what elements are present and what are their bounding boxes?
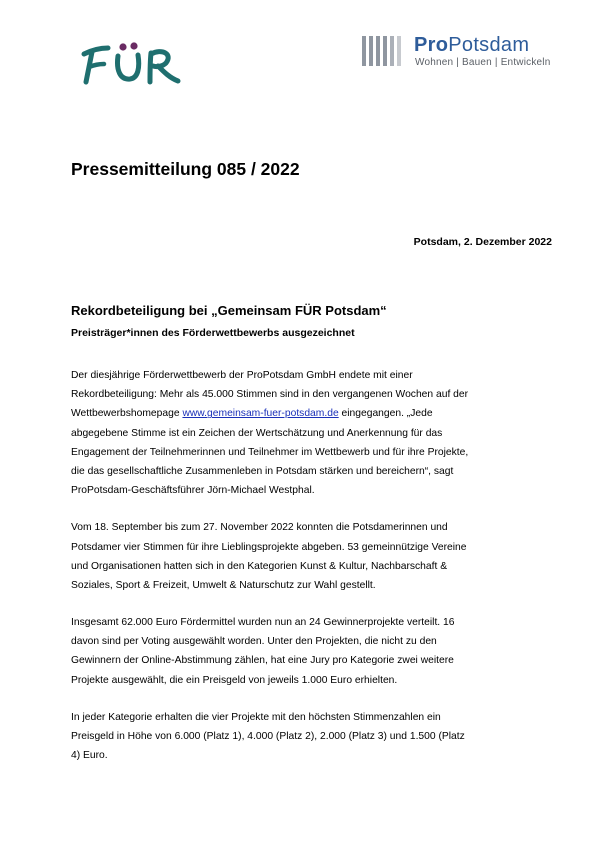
paragraph <box>71 708 541 766</box>
fur-logo-graphic <box>78 38 198 88</box>
website-link[interactable]: www.gemeinsam-fuer-potsdam.de <box>182 408 339 420</box>
headline: Rekordbeteiligung bei „Gemeinsam FÜR Potsdam“ <box>71 303 387 318</box>
text-line: davon sind per Voting ausgewählt worden. Unter den Projekten, die nicht zu den <box>71 636 437 648</box>
text-segment: eingegangen. „Jede <box>338 408 433 420</box>
body-text <box>71 366 541 783</box>
fur-logo <box>78 38 198 88</box>
text-line: ProPotsdam-Geschäftsführer Jörn-Michael Westphal. <box>71 485 315 497</box>
text-line: Vom 18. September bis zum 27. November 2022 konnten die Potsdamerinnen und <box>71 522 448 534</box>
text-line: Soziales, Sport & Freizeit, Umwelt & Naturschutz zur Wahl gestellt. <box>71 579 376 591</box>
text-line: Insgesamt 62.000 Euro Fördermittel wurden nun an 24 Gewinnerprojekte verteilt. 16 <box>71 617 455 629</box>
text-line: Potsdamer vier Stimmen für ihre Lieblingsprojekte abgeben. 53 gemeinnützige Vereine <box>71 541 467 553</box>
propotsdam-bars-icon <box>362 36 406 66</box>
text-line: Preisgeld in Höhe von 6.000 (Platz 1), 4.000 (Platz 2), 2.000 (Platz 3) und 1.500 (Platz <box>71 731 465 742</box>
propotsdam-tagline: Wohnen | Bauen | Entwickeln <box>415 57 551 68</box>
paragraph <box>71 613 541 690</box>
release-date: Potsdam, 2. Dezember 2022 <box>413 236 552 248</box>
paragraph <box>71 366 541 500</box>
text-line: die das gesellschaftliche Zusammenleben in Potsdam stärken und bereichern“, sagt <box>71 465 454 477</box>
text-line: Rekordbeteiligung: Mehr als 45.000 Stimmen sind in den vergangenen Wochen auf der <box>71 389 469 401</box>
text-line: Projekte ausgewählt, die ein Preisgeld von jeweils 1.000 Euro erhielten. <box>71 674 398 686</box>
text-line <box>71 404 541 423</box>
text-line: In jeder Kategorie erhalten die vier Projekte mit den höchsten Stimmenzahlen ein <box>71 711 441 723</box>
text-segment: Wettbewerbshomepage <box>71 408 183 420</box>
text-line: Gewinnern der Online-Abstimmung zählen, hat eine Jury pro Kategorie zwei weitere <box>71 655 454 667</box>
text-line: 4) Euro. <box>71 750 108 762</box>
subheadline: Preisträger*innen des Förderwettbewerbs ausgezeichnet <box>71 327 355 339</box>
propotsdam-logo <box>362 34 567 70</box>
paragraph <box>71 518 541 595</box>
text-line: Engagement der Teilnehmerinnen und Teilnehmer im Wettbewerb und für ihre Projekte, <box>71 446 469 458</box>
text-line: und Organisationen hatten sich in den Kategorien Kunst & Kultur, Nachbarschaft & <box>71 560 448 572</box>
text-line: Der diesjährige Förderwettbewerb der ProPotsdam GmbH endete mit einer <box>71 370 413 381</box>
text-line: abgegebene Stimme ist ein Zeichen der Wertschätzung und Anerkennung für das <box>71 427 443 439</box>
page-title: Pressemitteilung 085 / 2022 <box>71 159 300 179</box>
propotsdam-wordmark: ProPotsdam <box>414 34 530 56</box>
